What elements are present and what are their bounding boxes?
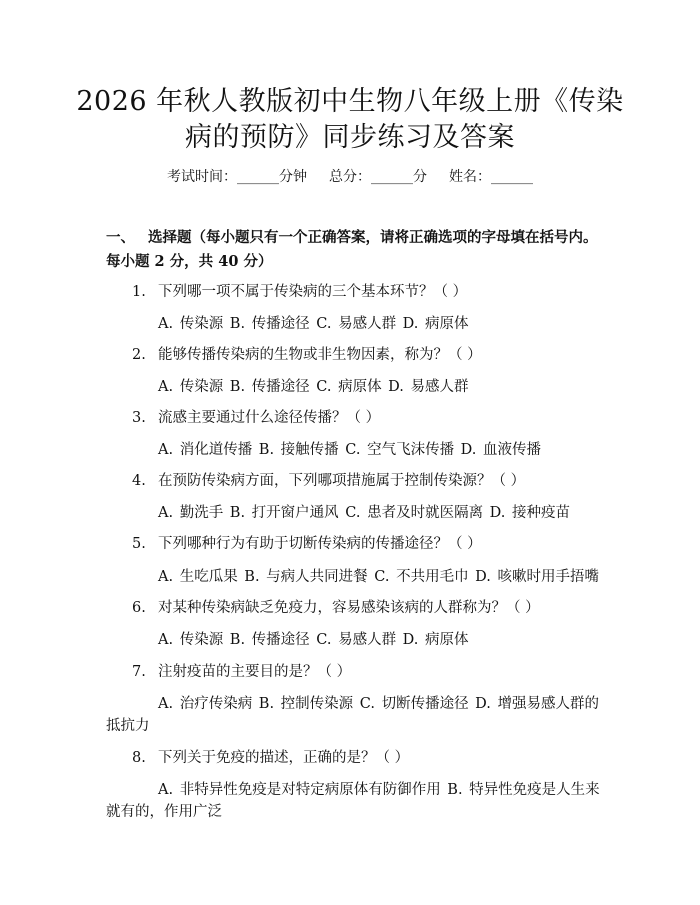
document-title-line-1: 2026 年秋人教版初中生物八年级上册《传染 xyxy=(76,86,624,117)
section-heading-text: 选择题（每小题只有一个正确答案，请将正确选项的字母填在括号内。每小题 2 分，共 40 分） xyxy=(106,229,598,270)
question-number: 5. xyxy=(132,536,146,552)
name-label: 姓名：______ xyxy=(449,169,533,185)
exam-time-label: 考试时间：______分钟 xyxy=(167,169,307,185)
section-heading xyxy=(106,226,600,274)
question-options: A. 治疗传染病 B. 控制传染源 C. 切断传播途径 D. 增强易感人群的抵抗力 xyxy=(106,696,600,734)
question-number: 8. xyxy=(132,750,146,766)
question-number: 7. xyxy=(132,664,146,680)
document-title-line-2: 病的预防》同步练习及答案 xyxy=(185,122,515,153)
question-number: 3. xyxy=(132,410,146,426)
question-text: 注射疫苗的主要目的是？（ ） xyxy=(158,664,352,680)
question-text: 流感主要通过什么途径传播？（ ） xyxy=(158,410,381,426)
question-number: 2. xyxy=(132,347,146,363)
question-options: A. 生吃瓜果 B. 与病人共同进餐 C. 不共用毛巾 D. 咳嗽时用手捂嘴 xyxy=(158,569,600,585)
question xyxy=(132,747,602,769)
question-options: A. 传染源 B. 传播途径 C. 易感人群 D. 病原体 xyxy=(158,316,469,332)
question xyxy=(132,661,602,683)
section-number: 一、 xyxy=(106,229,135,246)
question-number: 4. xyxy=(132,473,146,489)
exam-info-line xyxy=(0,166,700,188)
question-text: 下列哪种行为有助于切断传染病的传播途径？（ ） xyxy=(158,536,482,552)
question xyxy=(132,344,602,366)
question-options: A. 传染源 B. 传播途径 C. 易感人群 D. 病原体 xyxy=(158,632,469,648)
total-score-label: 总分：______分 xyxy=(329,169,427,185)
question xyxy=(132,533,602,555)
question xyxy=(132,597,602,619)
question xyxy=(132,281,602,303)
question-text: 在预防传染病方面，下列哪项措施属于控制传染源？（ ） xyxy=(158,473,526,489)
question-text: 下列哪一项不属于传染病的三个基本环节？（ ） xyxy=(158,284,468,300)
question-text: 对某种传染病缺乏免疫力，容易感染该病的人群称为？（ ） xyxy=(158,600,540,616)
question-number: 6. xyxy=(132,600,146,616)
question-number: 1. xyxy=(132,284,146,300)
question-options: A. 传染源 B. 传播途径 C. 病原体 D. 易感人群 xyxy=(158,379,469,395)
question-options: A. 消化道传播 B. 接触传播 C. 空气飞沫传播 D. 血液传播 xyxy=(158,442,542,458)
question-options: A. 勤洗手 B. 打开窗户通风 C. 患者及时就医隔离 D. 接种疫苗 xyxy=(158,505,571,521)
question-text: 下列关于免疫的描述，正确的是？（ ） xyxy=(158,750,410,766)
question xyxy=(132,407,602,429)
question-options: A. 非特异性免疫是对特定病原体有防御作用 B. 特异性免疫是人生来就有的，作用广泛 xyxy=(106,782,600,820)
question-text: 能够传播传染病的生物或非生物因素，称为？（ ） xyxy=(158,347,482,363)
question xyxy=(132,470,602,492)
